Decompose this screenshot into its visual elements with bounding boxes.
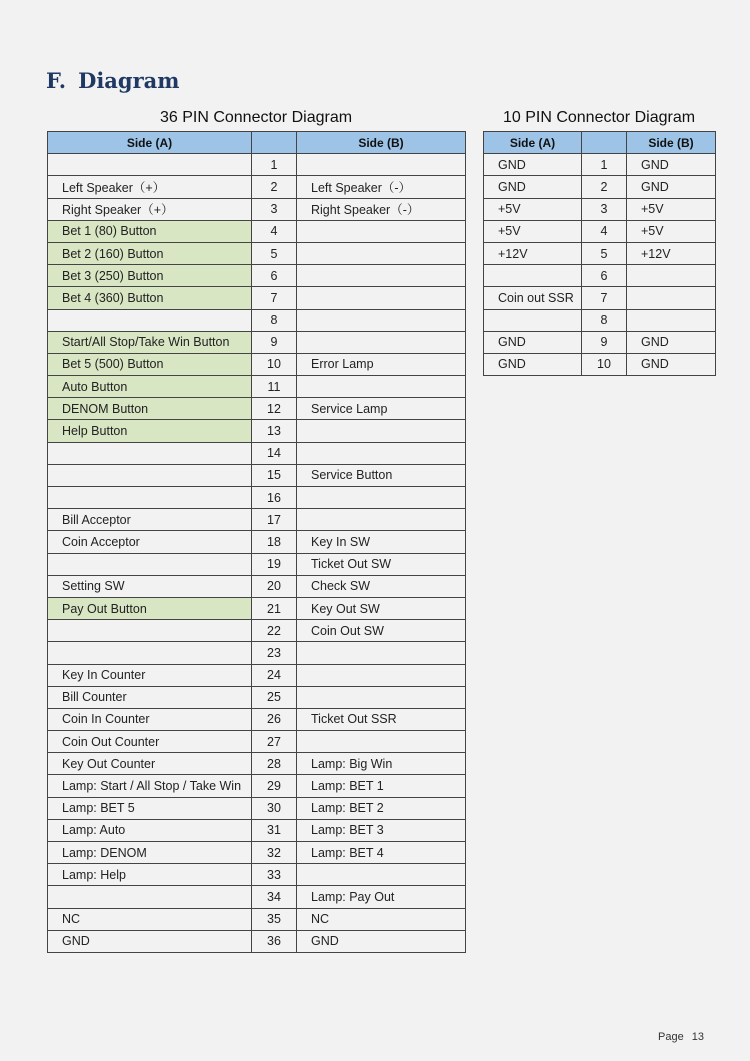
connector36-side-b-cell: Check SW [297,575,466,597]
connector36-row [48,531,466,553]
connector36-pin-cell: 33 [252,864,297,886]
connector36-row [48,265,466,287]
connector36-side-b-cell [297,442,466,464]
connector36-side-b-cell [297,376,466,398]
connector36-side-b-cell [297,420,466,442]
connector36-row [48,220,466,242]
connector36-row [48,664,466,686]
connector36-pin-cell: 13 [252,420,297,442]
connector10-side-b-cell: +5V [627,220,716,242]
connector36-pin-cell: 7 [252,287,297,309]
connector36-pin-cell: 28 [252,753,297,775]
connector36-row [48,797,466,819]
connector36-row [48,753,466,775]
connector10-side-a-cell: +12V [484,242,582,264]
connector36-side-a-cell: Lamp: DENOM [48,842,252,864]
connector36-pin-cell: 15 [252,464,297,486]
connector36-side-b-cell: Lamp: Pay Out [297,886,466,908]
connector10-row [484,198,716,220]
connector10-table [483,131,716,376]
connector36-table [47,131,466,953]
connector36-pin-cell: 6 [252,265,297,287]
connector36-side-a-cell: Bet 2 (160) Button [48,242,252,264]
connector10-row [484,220,716,242]
connector10-side-b-cell: +5V [627,198,716,220]
connector36-header-row [48,132,466,154]
section-letter: F. [46,68,67,93]
connector36-row [48,819,466,841]
connector36-pin-cell: 22 [252,620,297,642]
connector10-pin-cell: 4 [582,220,627,242]
connector36-pin-cell: 35 [252,908,297,930]
connector36-side-a-cell: Bet 1 (80) Button [48,220,252,242]
connector36-side-a-cell: GND [48,930,252,952]
connector36-side-a-cell: Bill Acceptor [48,509,252,531]
connector10-pin-cell: 5 [582,242,627,264]
connector36-side-b-cell: Error Lamp [297,353,466,375]
connector10-header-side-b: Side (B) [627,132,716,154]
connector36-side-b-cell [297,731,466,753]
connector36-row [48,398,466,420]
page-number: 13 [691,1031,704,1043]
connector36-pin-cell: 3 [252,198,297,220]
connector36-pin-cell: 17 [252,509,297,531]
connector10-pin-cell: 7 [582,287,627,309]
connector36-row [48,864,466,886]
connector36-side-a-cell: Right Speaker（+） [48,198,252,220]
connector36-side-a-cell [48,620,252,642]
connector36-side-b-cell: GND [297,930,466,952]
connector36-side-b-cell [297,220,466,242]
connector36-row [48,886,466,908]
connector36-side-a-cell: Lamp: Help [48,864,252,886]
connector36-row [48,930,466,952]
connector10-side-a-cell: GND [484,154,582,176]
connector36-pin-cell: 32 [252,842,297,864]
connector36-row [48,553,466,575]
connector36-row [48,842,466,864]
connector10-side-a-cell [484,309,582,331]
connector36-side-a-cell: DENOM Button [48,398,252,420]
connector10-row [484,154,716,176]
connector36-side-b-cell: Left Speaker（-） [297,176,466,198]
connector36-row [48,242,466,264]
connector36-side-a-cell: Key Out Counter [48,753,252,775]
connector36-side-a-cell: Coin In Counter [48,708,252,730]
connector36-side-b-cell: Service Lamp [297,398,466,420]
connector36-side-b-cell [297,287,466,309]
connector36-side-b-cell [297,309,466,331]
connector36-side-b-cell: Lamp: Big Win [297,753,466,775]
connector36-side-a-cell: Pay Out Button [48,597,252,619]
connector36-side-b-cell: Lamp: BET 2 [297,797,466,819]
connector36-header-pin [252,132,297,154]
connector36-side-b-cell: Lamp: BET 1 [297,775,466,797]
connector36-row [48,309,466,331]
connector36-side-b-cell [297,509,466,531]
connector36-side-b-cell [297,864,466,886]
connector10-side-a-cell: +5V [484,198,582,220]
connector10-pin-cell: 9 [582,331,627,353]
connector10-row [484,176,716,198]
connector36-side-b-cell: Service Button [297,464,466,486]
connector36-side-a-cell [48,886,252,908]
connector10-side-b-cell: +12V [627,242,716,264]
connector36-row [48,620,466,642]
connector36-pin-cell: 8 [252,309,297,331]
connector10-row [484,353,716,375]
connector36-row [48,487,466,509]
connector10-pin-cell: 1 [582,154,627,176]
connector36-pin-cell: 12 [252,398,297,420]
connector36-pin-cell: 20 [252,575,297,597]
connector36-side-b-cell [297,664,466,686]
connector10-caption: 10 PIN Connector Diagram [502,109,696,126]
connector36-side-a-cell: Lamp: Start / All Stop / Take Win [48,775,252,797]
connector36-pin-cell: 2 [252,176,297,198]
connector10-side-b-cell [627,309,716,331]
connector36-pin-cell: 34 [252,886,297,908]
connector36-row [48,331,466,353]
connector36-side-a-cell: NC [48,908,252,930]
connector10-side-b-cell: GND [627,353,716,375]
connector36-pin-cell: 29 [252,775,297,797]
connector36-side-b-cell: Key In SW [297,531,466,553]
connector10-pin-cell: 3 [582,198,627,220]
connector36-pin-cell: 30 [252,797,297,819]
connector36-row [48,775,466,797]
connector36-header-side-b: Side (B) [297,132,466,154]
connector36-header-side-a: Side (A) [48,132,252,154]
connector36-row [48,597,466,619]
connector36-side-b-cell: Right Speaker（-） [297,198,466,220]
connector36-side-a-cell: Lamp: Auto [48,819,252,841]
connector36-side-b-cell [297,686,466,708]
connector10-header-row [484,132,716,154]
connector36-pin-cell: 36 [252,930,297,952]
page-footer [658,1031,704,1043]
connector10-side-a-cell: GND [484,331,582,353]
connector36-row [48,198,466,220]
connector36-side-a-cell: Key In Counter [48,664,252,686]
connector10-side-b-cell [627,287,716,309]
connector10-side-b-cell [627,265,716,287]
connector10-side-b-cell: GND [627,154,716,176]
connector36-row [48,353,466,375]
connector36-side-a-cell: Coin Acceptor [48,531,252,553]
connector10-side-a-cell: GND [484,353,582,375]
connector36-pin-cell: 27 [252,731,297,753]
connector36-pin-cell: 19 [252,553,297,575]
connector36-side-b-cell: NC [297,908,466,930]
connector36-pin-cell: 23 [252,642,297,664]
connector36-row [48,176,466,198]
page-label: Page [658,1031,684,1043]
connector36-row [48,642,466,664]
connector36-side-a-cell: Coin Out Counter [48,731,252,753]
connector36-row [48,575,466,597]
connector36-caption: 36 PIN Connector Diagram [159,109,353,126]
connector36-pin-cell: 14 [252,442,297,464]
connector10-side-a-cell: Coin out SSR [484,287,582,309]
connector36-row [48,287,466,309]
connector36-side-a-cell: Bet 4 (360) Button [48,287,252,309]
connector36-side-a-cell [48,487,252,509]
connector36-side-b-cell: Lamp: BET 4 [297,842,466,864]
connector36-pin-cell: 16 [252,487,297,509]
connector36-row [48,442,466,464]
connector36-row [48,420,466,442]
connector36-side-a-cell: Lamp: BET 5 [48,797,252,819]
connector36-row [48,908,466,930]
connector10-side-b-cell: GND [627,331,716,353]
connector36-side-a-cell: Auto Button [48,376,252,398]
connector36-side-b-cell [297,242,466,264]
connector10-row [484,265,716,287]
connector36-side-b-cell: Key Out SW [297,597,466,619]
connector36-pin-cell: 5 [252,242,297,264]
connector36-side-b-cell: Lamp: BET 3 [297,819,466,841]
connector36-pin-cell: 31 [252,819,297,841]
connector36-row [48,731,466,753]
connector36-side-a-cell: Bet 5 (500) Button [48,353,252,375]
connector36-pin-cell: 10 [252,353,297,375]
connector10-pin-cell: 2 [582,176,627,198]
connector36-pin-cell: 26 [252,708,297,730]
connector36-pin-cell: 1 [252,154,297,176]
connector10-row [484,309,716,331]
connector10-header-pin [582,132,627,154]
connector36-row [48,154,466,176]
connector36-side-a-cell: Start/All Stop/Take Win Button [48,331,252,353]
connector36-side-b-cell [297,331,466,353]
connector10-side-b-cell: GND [627,176,716,198]
connector36-side-b-cell [297,642,466,664]
connector36-side-a-cell: Bet 3 (250) Button [48,265,252,287]
connector10-side-a-cell: GND [484,176,582,198]
connector10-pin-cell: 8 [582,309,627,331]
connector36-side-a-cell: Bill Counter [48,686,252,708]
connector36-side-b-cell: Ticket Out SW [297,553,466,575]
connector36-pin-cell: 24 [252,664,297,686]
connector36-pin-cell: 21 [252,597,297,619]
connector36-side-a-cell: Setting SW [48,575,252,597]
connector36-row [48,464,466,486]
connector10-header-side-a: Side (A) [484,132,582,154]
connector36-side-b-cell: Ticket Out SSR [297,708,466,730]
connector10-pin-cell: 6 [582,265,627,287]
connector36-side-a-cell [48,553,252,575]
connector36-side-b-cell: Coin Out SW [297,620,466,642]
connector36-side-a-cell: Left Speaker（+） [48,176,252,198]
connector10-side-a-cell [484,265,582,287]
connector36-side-b-cell [297,265,466,287]
section-heading [46,68,179,93]
connector36-side-a-cell [48,154,252,176]
connector36-side-a-cell: Help Button [48,420,252,442]
section-title: Diagram [78,68,180,93]
connector36-side-a-cell [48,464,252,486]
connector36-pin-cell: 25 [252,686,297,708]
connector36-row [48,376,466,398]
connector10-row [484,287,716,309]
connector36-pin-cell: 11 [252,376,297,398]
connector36-side-a-cell [48,309,252,331]
connector36-pin-cell: 18 [252,531,297,553]
connector36-pin-cell: 9 [252,331,297,353]
connector36-row [48,509,466,531]
connector10-row [484,331,716,353]
connector10-side-a-cell: +5V [484,220,582,242]
connector10-row [484,242,716,264]
connector36-side-a-cell [48,442,252,464]
connector36-side-a-cell [48,642,252,664]
connector36-pin-cell: 4 [252,220,297,242]
connector10-pin-cell: 10 [582,353,627,375]
connector36-row [48,708,466,730]
connector36-side-b-cell [297,487,466,509]
connector36-row [48,686,466,708]
connector36-side-b-cell [297,154,466,176]
